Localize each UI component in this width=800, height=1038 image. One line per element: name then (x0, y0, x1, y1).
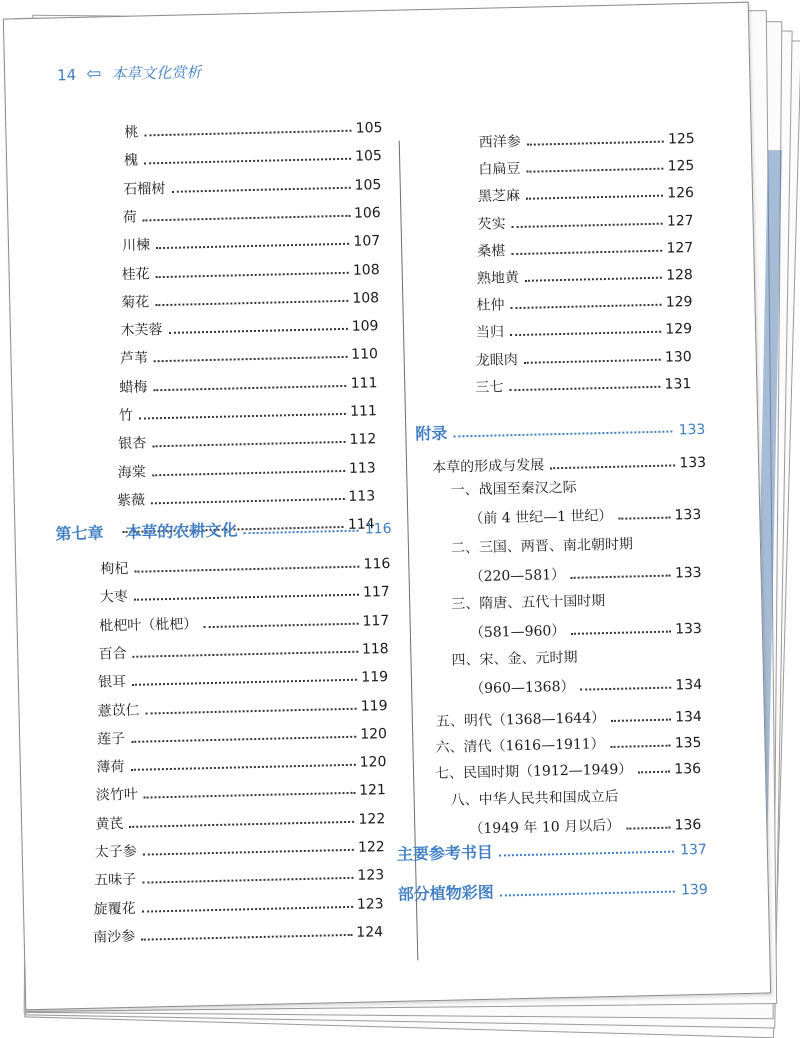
entry-label: 莲子 (96, 730, 126, 748)
appendix-item-title: 四、宋、金、元时期 (451, 649, 578, 669)
entry-label: 七、民国时期（1912—1949） (434, 761, 633, 782)
references-heading[interactable] (396, 828, 707, 865)
entry-label: 木芙蓉 (120, 322, 163, 340)
entry-page: 109 (351, 318, 379, 335)
entry-label: 银耳 (97, 674, 127, 691)
entry-page: 105 (355, 120, 383, 137)
entry-label: 石榴树 (123, 180, 166, 198)
entry-page: 108 (352, 261, 380, 279)
leader-dots (244, 530, 359, 535)
toc-entry[interactable] (469, 496, 702, 528)
leader-dots (145, 130, 352, 137)
leader-dots (509, 386, 660, 391)
entry-page: 128 (665, 267, 694, 284)
leader-dots (133, 651, 358, 658)
leader-dots (453, 431, 672, 438)
leader-dots (130, 764, 355, 771)
leader-dots (141, 934, 352, 941)
chapter-heading[interactable] (55, 507, 392, 545)
entry-label: 白扁豆 (478, 161, 521, 179)
toc-entry[interactable] (121, 279, 380, 312)
appendix-item-title: 一、战国至秦汉之际 (450, 479, 577, 499)
toc-entry[interactable] (435, 750, 702, 783)
entry-page: 111 (350, 374, 378, 392)
entry-label: （581—960） (469, 622, 566, 642)
entry-label: 芡实 (477, 215, 506, 233)
entry-page: 131 (664, 375, 692, 393)
toc-entry[interactable] (121, 251, 380, 284)
leader-dots (571, 631, 671, 635)
references-title: 主要参考书目 (396, 842, 494, 864)
entry-page: 125 (667, 158, 695, 175)
appendix-page: 133 (678, 421, 706, 439)
toc-entry[interactable] (469, 610, 702, 642)
entry-label: 竹 (118, 407, 134, 425)
toc-entry[interactable] (432, 444, 707, 477)
entry-label: 西洋参 (478, 133, 521, 151)
toc-entry[interactable] (120, 336, 379, 369)
references-page: 137 (679, 841, 708, 859)
entry-label: 川楝 (122, 237, 151, 255)
entry-label: 菊花 (120, 294, 150, 311)
entry-label: 南沙参 (92, 928, 136, 946)
leader-dots (611, 719, 671, 722)
entry-label: 海棠 (117, 464, 146, 481)
toc-entry[interactable] (117, 449, 376, 482)
leader-dots (618, 517, 670, 520)
page-number: 14 (56, 65, 77, 84)
entry-page: 129 (665, 321, 693, 339)
entry-label: 黄芪 (95, 815, 124, 833)
entry-label: （1949 年 10 月以后） (469, 817, 621, 838)
toc-entry[interactable] (93, 913, 384, 947)
entry-page: 135 (674, 734, 702, 752)
leader-dots (142, 905, 353, 912)
entry-page: 105 (354, 176, 382, 194)
leader-dots (139, 413, 346, 420)
leader-dots (155, 300, 348, 306)
entry-label: 当归 (475, 324, 505, 342)
leader-dots (526, 168, 663, 173)
entry-label: 桃 (124, 124, 139, 141)
entry-label: 杜仲 (476, 297, 505, 315)
entry-label: 龙眼肉 (475, 351, 518, 369)
leader-dots (144, 158, 351, 165)
entry-page: 127 (666, 239, 694, 257)
leader-dots (581, 687, 672, 691)
leader-dots (169, 328, 348, 334)
entry-label: 紫薇 (117, 492, 146, 510)
appendix-item-title: 八、中华人民共和国成立后 (450, 788, 619, 809)
leader-dots (146, 707, 357, 714)
entry-page: 116 (363, 555, 391, 573)
leader-dots (524, 358, 661, 363)
entry-page: 127 (666, 212, 694, 230)
leader-dots (511, 304, 662, 309)
leader-dots (152, 441, 345, 447)
entry-label: 熟地黄 (476, 269, 520, 287)
leader-dots (500, 891, 675, 897)
entry-page: 122 (357, 839, 385, 856)
entry-label: 五味子 (94, 872, 137, 890)
entry-label: 薄荷 (96, 759, 125, 776)
toc-entry[interactable] (117, 477, 376, 510)
entry-label: 银杏 (118, 435, 147, 453)
entry-page: 113 (348, 488, 376, 505)
entry-label: 太子参 (94, 843, 137, 861)
plant-plates-page: 139 (680, 881, 708, 899)
leader-dots (131, 736, 356, 743)
chapter-page: 116 (364, 520, 392, 538)
leader-dots (143, 215, 350, 222)
leader-dots (129, 821, 354, 828)
toc-entry[interactable] (122, 222, 381, 255)
leader-dots (525, 277, 662, 282)
leader-dots (511, 249, 662, 254)
entry-page: 133 (674, 620, 703, 638)
book-title: 本草文化赏析 (111, 63, 202, 84)
entry-label: 蜡梅 (119, 379, 148, 396)
entry-page: 113 (348, 459, 376, 477)
entry-label: 三七 (475, 379, 504, 396)
entry-page: 118 (361, 640, 389, 658)
leader-dots (510, 331, 661, 336)
plant-plates-title: 部分植物彩图 (397, 882, 495, 904)
toc-entry[interactable] (118, 421, 377, 454)
leader-dots (550, 464, 675, 469)
entry-label: 黑芝麻 (477, 188, 521, 206)
toc-page (3, 2, 771, 1011)
entry-label: 薏苡仁 (97, 702, 140, 720)
leader-dots (151, 498, 344, 504)
toc-entry[interactable] (122, 194, 381, 227)
entry-page: 121 (358, 782, 387, 800)
back-arrow-icon: ⇦ (85, 63, 102, 85)
toc-entry[interactable] (469, 554, 702, 586)
appendix-title: 附录 (415, 423, 448, 444)
entry-label: 桂花 (121, 265, 150, 283)
entry-page: 120 (360, 725, 388, 743)
entry-page: 122 (358, 810, 386, 828)
entry-page: 133 (679, 454, 707, 472)
entry-page: 106 (353, 204, 381, 222)
entry-page: 134 (675, 676, 703, 694)
toc-entry[interactable] (124, 109, 383, 142)
appendix-item-title: 二、三国、两晋、南北朝时期 (450, 536, 634, 557)
entry-page: 117 (362, 584, 390, 601)
entry-page: 130 (664, 348, 692, 366)
leader-dots (142, 877, 353, 884)
entry-label: 槐 (123, 152, 139, 170)
entry-page: 133 (674, 506, 702, 524)
entry-page: 120 (359, 754, 387, 771)
leader-dots (156, 271, 349, 277)
entry-label: 旋覆花 (93, 900, 136, 918)
leader-dots (134, 594, 359, 601)
entry-page: 112 (349, 431, 377, 449)
leader-dots (143, 849, 354, 856)
entry-page: 110 (351, 346, 379, 364)
appendix-heading[interactable] (415, 408, 706, 445)
chapter-title: 本草的农耕文化 (125, 520, 238, 542)
entry-label: 荷 (122, 209, 137, 226)
entry-page: 123 (356, 895, 384, 913)
entry-label: （前 4 世纪—1 世纪） (469, 507, 613, 528)
leader-dots (527, 141, 664, 146)
leader-dots (203, 622, 358, 628)
entry-label: 桑椹 (477, 243, 506, 260)
entry-label: 百合 (98, 645, 127, 663)
leader-dots (611, 745, 671, 748)
leader-dots (638, 771, 670, 774)
entry-page: 117 (362, 612, 390, 630)
entry-page: 126 (667, 185, 695, 202)
entry-label: 五、明代（1368—1644） (435, 710, 606, 730)
toc-entry[interactable] (123, 166, 382, 199)
leader-dots (171, 186, 350, 192)
entry-page: 107 (353, 233, 381, 250)
leader-dots (526, 195, 663, 200)
toc-entry[interactable] (470, 666, 703, 698)
leader-dots (153, 385, 346, 391)
entry-page: 124 (356, 924, 384, 941)
toc-entry[interactable] (119, 364, 378, 397)
leader-dots (156, 243, 349, 249)
entry-page: 129 (665, 294, 693, 311)
entry-label: 六、清代（1616—1911） (435, 736, 605, 756)
entry-page: 108 (352, 289, 380, 307)
entry-page: 119 (360, 697, 388, 715)
leader-dots (154, 356, 347, 362)
chapter-number: 第七章 (55, 523, 104, 544)
entry-page: 111 (349, 403, 378, 420)
entry-page: 136 (674, 816, 702, 834)
plant-plates-heading[interactable] (397, 868, 708, 905)
entry-page: 125 (667, 130, 695, 148)
toc-entry[interactable] (475, 365, 692, 397)
entry-label: 芦苇 (119, 350, 149, 368)
entry-label: 大枣 (99, 589, 128, 606)
entry-page: 123 (357, 867, 385, 885)
leader-dots (132, 679, 357, 686)
leader-dots (499, 851, 674, 857)
entry-label: 本草的形成与发展 (431, 457, 545, 476)
leader-dots (144, 792, 355, 799)
leader-dots (512, 222, 663, 227)
entry-page: 133 (674, 564, 702, 582)
page-header (57, 61, 202, 85)
leader-dots (152, 470, 345, 476)
toc-entry[interactable] (118, 392, 377, 425)
entry-label: 枸杞 (100, 560, 129, 578)
entry-page: 119 (361, 669, 389, 686)
entry-page: 136 (674, 760, 702, 778)
entry-label: （220—581） (469, 566, 566, 586)
entry-page: 134 (674, 708, 703, 726)
entry-label: 枇杷叶（枇杷） (99, 615, 198, 635)
entry-label: （960—1368） (469, 678, 575, 698)
entry-page: 105 (354, 148, 383, 165)
entry-label: 淡竹叶 (95, 787, 139, 805)
leader-dots (571, 575, 671, 579)
toc-entry[interactable] (120, 307, 379, 340)
entry-page: 114 (347, 516, 375, 534)
appendix-item-title: 三、隋唐、五代十国时期 (451, 593, 606, 613)
toc-entry[interactable] (123, 137, 382, 170)
leader-dots (134, 566, 359, 573)
